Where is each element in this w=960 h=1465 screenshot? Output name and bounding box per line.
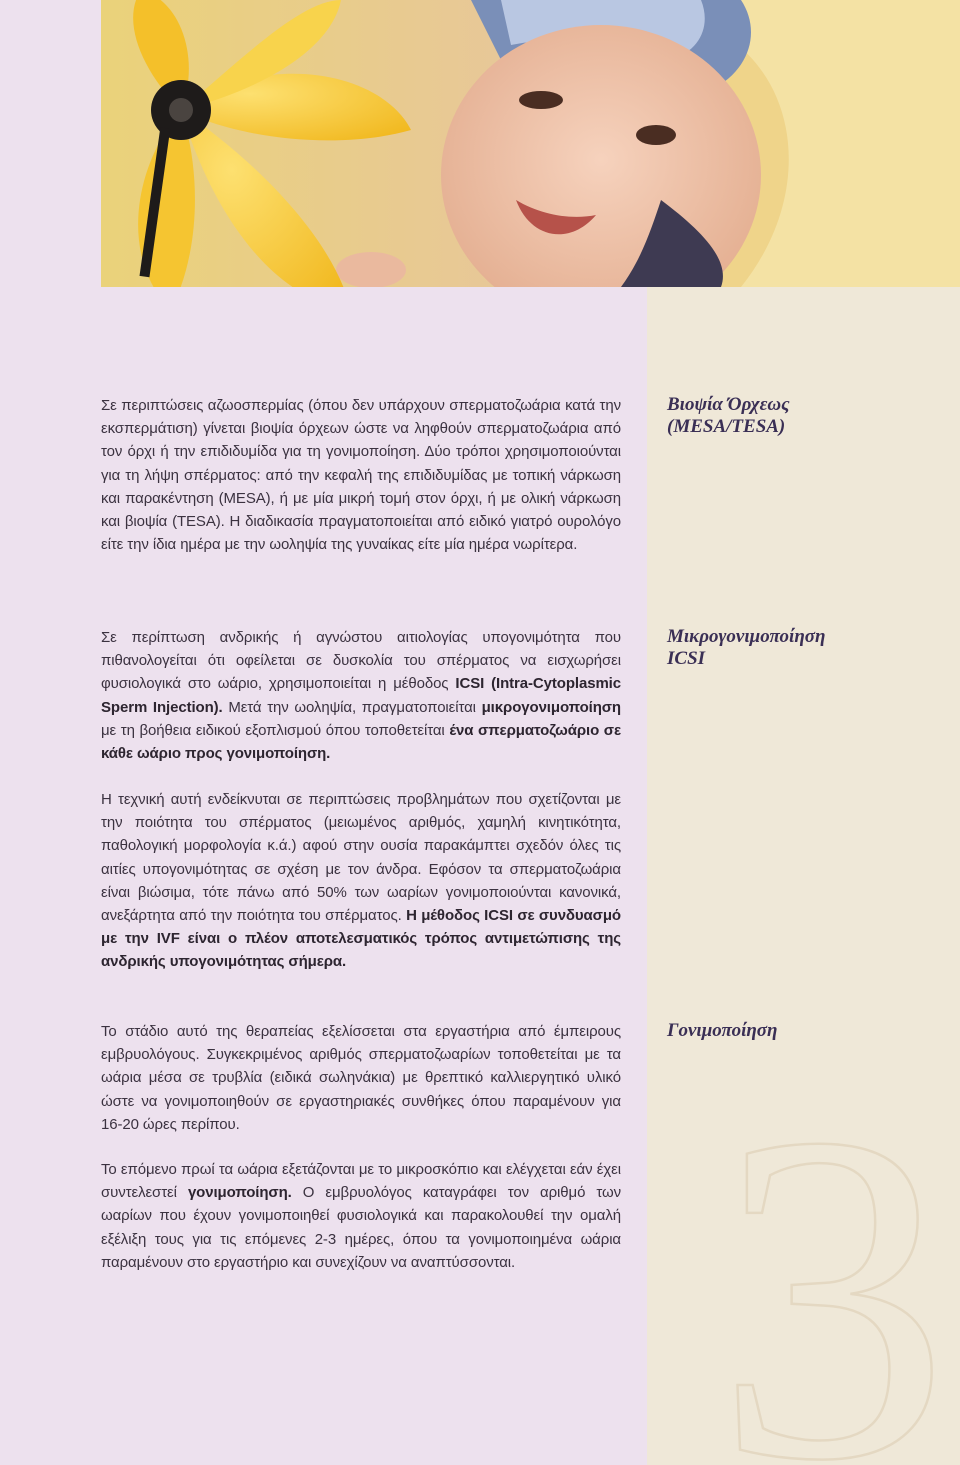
text-run: Σε περιπτώσεις αζωοσπερμίας (όπου δεν υπάρχουν σπερματοζωάρια κατά την εκσπερμάτιση) γίνεται βιοψία όρχεων ώστε να ληφθούν σπερματοζωάρια από τον όρχι ή την επιδιδυμίδα για τη γονιμοποίηση. Δύο τρόποι χρησιμοποιούνται για τη λήψη σπέρματος: από την κεφαλή της επιδιδυμίδας με τοπική νάρκωση και παρακέντηση (MESA), ή με μία μικρή τομή στον όρχι, ή με ολική νάρκωση και βιοψία (TESA). Η διαδικασία πραγματοποιείται από ειδικό γιατρό ουρολόγο είτε την ίδια ημέρα με την ωοληψία της γυναίκας είτε μία ημέρα νωρίτερα. bbox=[101, 397, 621, 554]
section-heading-icsi: Μικρογονιμοποίηση ICSI bbox=[667, 626, 826, 669]
hero-photo bbox=[101, 0, 960, 287]
text-run-bold: ICSI (Intra-Cytoplasmic Sperm Injection). bbox=[101, 675, 621, 716]
text-run-bold: μικρογονιμοποίηση bbox=[481, 698, 621, 716]
text-run: Σε περίπτωση ανδρικής ή αγνώστου αιτιολογίας υπογονιμότητα που πιθανολογείται ότι οφείλεται σε δυσκολία του σπέρματος να εισχωρήσει φυσιολογικά στο ωάριο, χρησιμοποιείται η μέθοδος bbox=[101, 629, 621, 693]
section-heading-biopsy: Βιοψία Όρχεως (MESA/TESA) bbox=[667, 394, 790, 437]
chapter-number bbox=[715, 1085, 955, 1465]
text-run-bold: Η μέθοδος ICSI σε συνδυασμό με την IVF είναι ο πλέον αποτελεσματικός τρόπος αντιμετώπισης της ανδρικής υπογονιμότητας σήμερα. bbox=[101, 907, 621, 971]
section-heading-fertilization: Γονιμοποίηση bbox=[667, 1020, 778, 1041]
chapter-number-glyph: 3 bbox=[715, 1085, 950, 1465]
section-paragraph bbox=[101, 1158, 621, 1274]
section-paragraph bbox=[101, 1020, 621, 1136]
text-run-bold: γονιμοποίηση. bbox=[187, 1184, 292, 1202]
text-run: Ο εμβρυολόγος καταγράφει τον αριθμό των ωαρίων που έχουν γονιμοποιηθεί φυσιολογικά και παρακολουθεί την ομαλή εξέλιξη τους για τις επόμενες 2-3 ημέρες, όπου τα γονιμοποιημένα ωάρια παραμένουν στο εργαστήριο και συνεχίζουν να αναπτύσσονται. bbox=[101, 1184, 621, 1271]
text-run: Η τεχνική αυτή ενδείκνυται σε περιπτώσεις προβλημάτων που σχετίζονται με την ποιότητα του σπέρματος (μειωμένος αριθμός, χαμηλή κινητικότητα, παθολογική μορφολογία κ.ά.) αφού στην ουσία παρακάμπτει σχεδόν όλες τις αιτίες υπογονιμότητας σε σχέση με τον άνδρα. Εφόσον τα σπερματοζωάρια είναι βιώσιμα, τότε πάνω από 50% των ωαρίων γονιμοποιούνται κανονικά, ανεξάρτητα από την ποιότητα του σπέρματος. bbox=[101, 791, 621, 925]
text-run: Το επόμενο πρωί τα ωάρια εξετάζονται με το μικροσκόπιο και ελέγχεται εάν έχει συντελεστεί bbox=[101, 1161, 621, 1202]
section-paragraph bbox=[101, 788, 621, 974]
section-paragraph bbox=[101, 626, 621, 765]
text-run: Μετά την ωοληψία, πραγματοποιείται bbox=[222, 698, 482, 716]
text-run: Το στάδιο αυτό της θεραπείας εξελίσσεται στα εργαστήρια από έμπειρους εμβρυολόγους. Συγκεκριμένος αριθμός σπερματοζωαρίων τοποθετείται με τα ωάρια μέσα σε τρυβλία (ειδικά σωληνάκια) με θρεπτικό καλλιεργητικό υλικό ώστε να γονιμοποιηθούν σε εργαστηριακές συνθήκες όπου παραμένουν για 16-20 ώρες περίπου. bbox=[101, 1023, 621, 1133]
text-run-bold: ένα σπερματοζωάριο σε κάθε ωάριο προς γονιμοποίηση. bbox=[101, 721, 621, 763]
section-paragraph bbox=[101, 394, 621, 556]
text-run: με τη βοήθεια ειδικού εξοπλισμού όπου τοποθετείται bbox=[101, 721, 450, 739]
